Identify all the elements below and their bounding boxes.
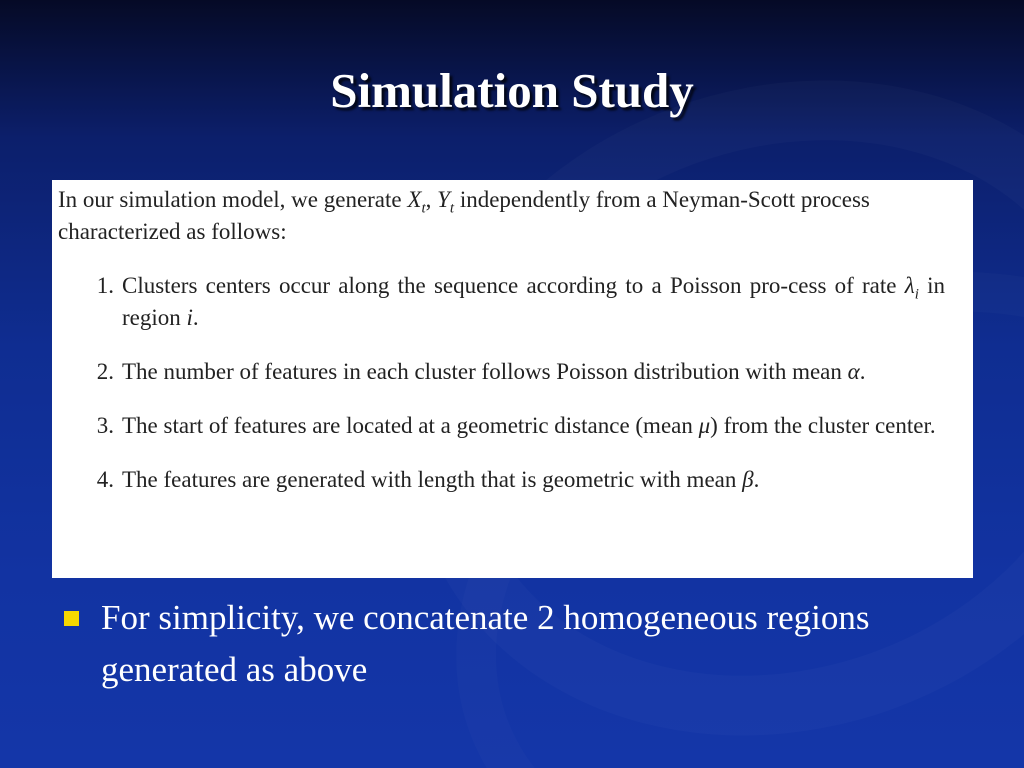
item3-text-a: The start of features are located at a geometric distance (mean [122,413,699,438]
math-y-symbol: Y [437,187,450,212]
math-lambda-symbol: λ [904,273,915,298]
item4-text-b: . [753,467,760,492]
math-alpha: α [847,359,860,384]
list-item-text [122,356,945,388]
math-beta: β [742,467,754,492]
math-mu: μ [698,413,711,438]
paper-intro [58,184,945,248]
list-item [58,410,945,442]
list-item [58,270,945,334]
item2-text-b: . [859,359,866,384]
item1-text-a: Clusters centers occur along the sequence according to a Poisson pro-cess of rate [122,273,905,298]
intro-text-b: , [425,187,438,212]
bullet-text: For simplicity, we concatenate 2 homogeneous regions generated as above [101,598,870,689]
math-x-symbol: X [407,187,422,212]
list-item-number: 2. [96,359,114,384]
paper-excerpt-image [52,180,973,578]
list-item-number: 1. [96,273,114,298]
list-item-text [122,464,945,496]
list-item-text [122,410,945,442]
math-x-subscript: t [421,200,426,217]
list-item-number: 3. [96,413,114,438]
item2-text-a: The number of features in each cluster follows Poisson distribution with mean [122,359,848,384]
math-lambda-subscript: i [914,286,919,303]
list-item [58,464,945,496]
math-y-subscript: t [449,200,455,217]
item4-text-a: The features are generated with length that is geometric with mean [122,467,743,492]
slide-title: Simulation Study [330,63,694,118]
math-y [437,187,455,217]
list-item [58,356,945,388]
math-i: i [186,305,193,330]
intro-text-c: independently from a Neyman-Scott process characterized as follows: [58,187,870,244]
intro-text-a: In our simulation model, we generate [58,187,408,212]
list-item-text [122,270,945,334]
math-lambda [904,273,919,303]
square-bullet-icon [64,611,79,626]
item1-text-c: . [192,305,199,330]
bullet-point [64,592,944,696]
item3-text-b: ) from the cluster center. [710,413,936,438]
math-x [407,187,426,217]
item1-text-b: in region [122,273,945,330]
list-item-number: 4. [96,467,114,492]
